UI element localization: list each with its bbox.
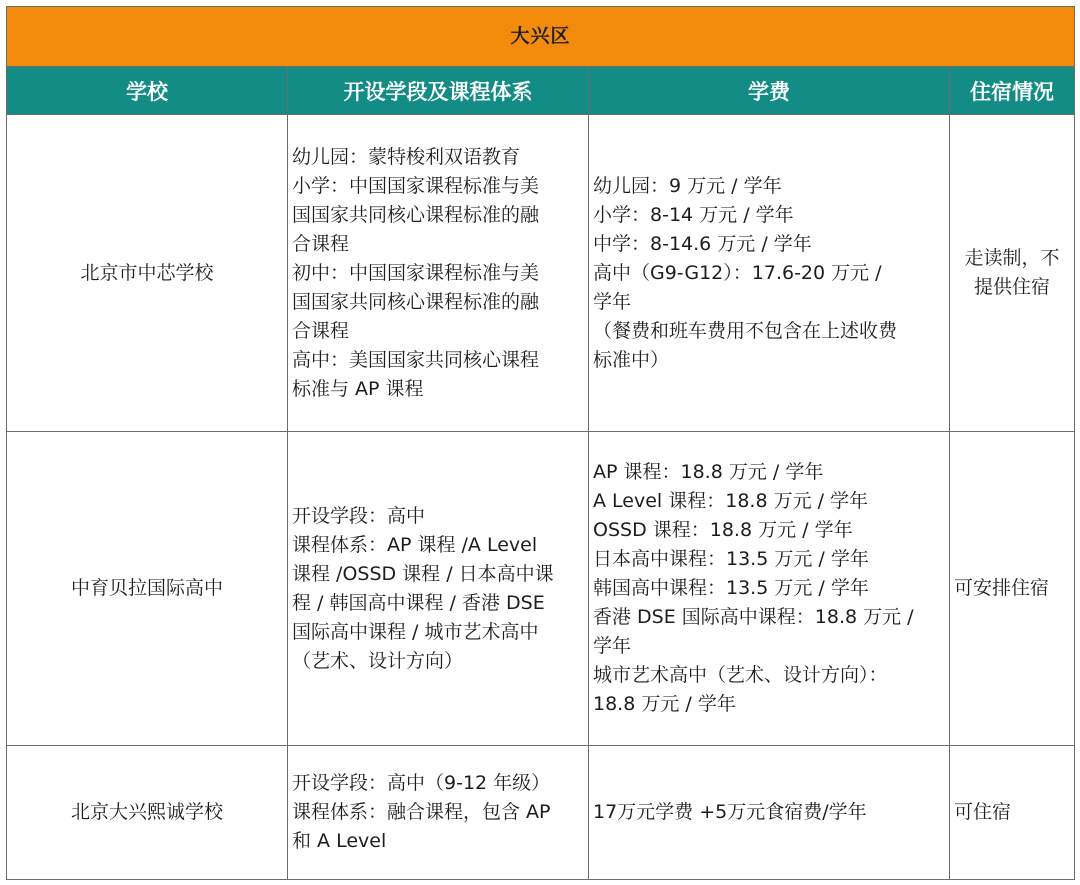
fee-line: 幼儿园：9 万元 / 学年 bbox=[593, 174, 782, 197]
curriculum-line: 初中：中国国家课程标准与美 bbox=[292, 261, 540, 284]
table-row bbox=[7, 432, 1075, 746]
fee-line: 城市艺术高中（艺术、设计方向）： bbox=[593, 664, 888, 686]
curriculum-cell bbox=[288, 746, 589, 880]
curriculum-line: 课程体系：AP 课程 /A Level bbox=[292, 533, 538, 556]
schools-table bbox=[6, 6, 1075, 880]
header-fees: 学费 bbox=[589, 67, 950, 115]
table-row bbox=[7, 115, 1075, 432]
curriculum-line: （艺术、设计方向） bbox=[292, 649, 464, 672]
fee-line: 高中（G9-G12）：17.6-20 万元 / bbox=[593, 261, 882, 284]
school-name: 北京市中芯学校 bbox=[7, 115, 288, 432]
fee-line: 标准中） bbox=[593, 348, 670, 371]
curriculum-line: 合课程 bbox=[292, 319, 350, 342]
curriculum-line: 小学：中国国家课程标准与美 bbox=[292, 174, 540, 197]
curriculum-cell bbox=[288, 115, 589, 432]
fee-line: 日本高中课程：13.5 万元 / 学年 bbox=[593, 548, 869, 570]
curriculum-line: 国国家共同核心课程标准的融 bbox=[292, 290, 540, 313]
header-boarding: 住宿情况 bbox=[950, 67, 1075, 115]
curriculum-line: 国际高中课程 / 城市艺术高中 bbox=[292, 620, 539, 643]
boarding-line: 可住宿 bbox=[954, 801, 1012, 823]
fee-line: 17万元学费 +5万元食宿费/学年 bbox=[593, 801, 867, 823]
curriculum-line: 标准与 AP 课程 bbox=[292, 377, 424, 400]
school-name: 北京大兴熙诚学校 bbox=[7, 746, 288, 880]
fee-line: 香港 DSE 国际高中课程：18.8 万元 / bbox=[593, 606, 914, 628]
fee-line: AP 课程：18.8 万元 / 学年 bbox=[593, 461, 824, 483]
boarding-cell bbox=[950, 432, 1075, 746]
table-title: 大兴区 bbox=[7, 7, 1075, 67]
boarding-cell bbox=[950, 746, 1075, 880]
curriculum-line: 幼儿园：蒙特梭利双语教育 bbox=[292, 145, 521, 168]
curriculum-cell bbox=[288, 432, 589, 746]
fee-line: 中学：8-14.6 万元 / 学年 bbox=[593, 232, 812, 255]
header-school: 学校 bbox=[7, 67, 288, 115]
boarding-cell bbox=[950, 115, 1075, 432]
fee-line: 18.8 万元 / 学年 bbox=[593, 693, 736, 715]
fees-cell bbox=[589, 746, 950, 880]
fee-line: （餐费和班车费用不包含在上述收费 bbox=[593, 319, 898, 342]
curriculum-line: 课程体系：融合课程，包含 AP bbox=[292, 801, 551, 823]
fees-cell bbox=[589, 115, 950, 432]
header-curriculum: 开设学段及课程体系 bbox=[288, 67, 589, 115]
fee-line: 小学：8-14 万元 / 学年 bbox=[593, 203, 794, 226]
fee-line: A Level 课程：18.8 万元 / 学年 bbox=[593, 490, 869, 512]
boarding-line: 走读制，不 bbox=[964, 247, 1060, 269]
school-name: 中育贝拉国际高中 bbox=[7, 432, 288, 746]
curriculum-line: 和 A Level bbox=[292, 830, 387, 852]
curriculum-line: 程 / 韩国高中课程 / 香港 DSE bbox=[292, 591, 545, 614]
curriculum-line: 高中：美国国家共同核心课程 bbox=[292, 348, 540, 371]
fees-cell bbox=[589, 432, 950, 746]
fee-line: 学年 bbox=[593, 635, 632, 657]
curriculum-line: 课程 /OSSD 课程 / 日本高中课 bbox=[292, 562, 554, 585]
curriculum-line: 合课程 bbox=[292, 232, 350, 255]
header-row bbox=[7, 67, 1075, 115]
fee-line: 韩国高中课程：13.5 万元 / 学年 bbox=[593, 577, 869, 599]
table-row bbox=[7, 746, 1075, 880]
boarding-line: 提供住宿 bbox=[974, 276, 1051, 298]
fee-line: 学年 bbox=[593, 290, 632, 313]
curriculum-line: 国国家共同核心课程标准的融 bbox=[292, 203, 540, 226]
curriculum-line: 开设学段：高中 bbox=[292, 504, 426, 527]
curriculum-line: 开设学段：高中（9-12 年级） bbox=[292, 772, 551, 794]
fee-line: OSSD 课程：18.8 万元 / 学年 bbox=[593, 519, 853, 541]
boarding-line: 可安排住宿 bbox=[954, 577, 1050, 599]
